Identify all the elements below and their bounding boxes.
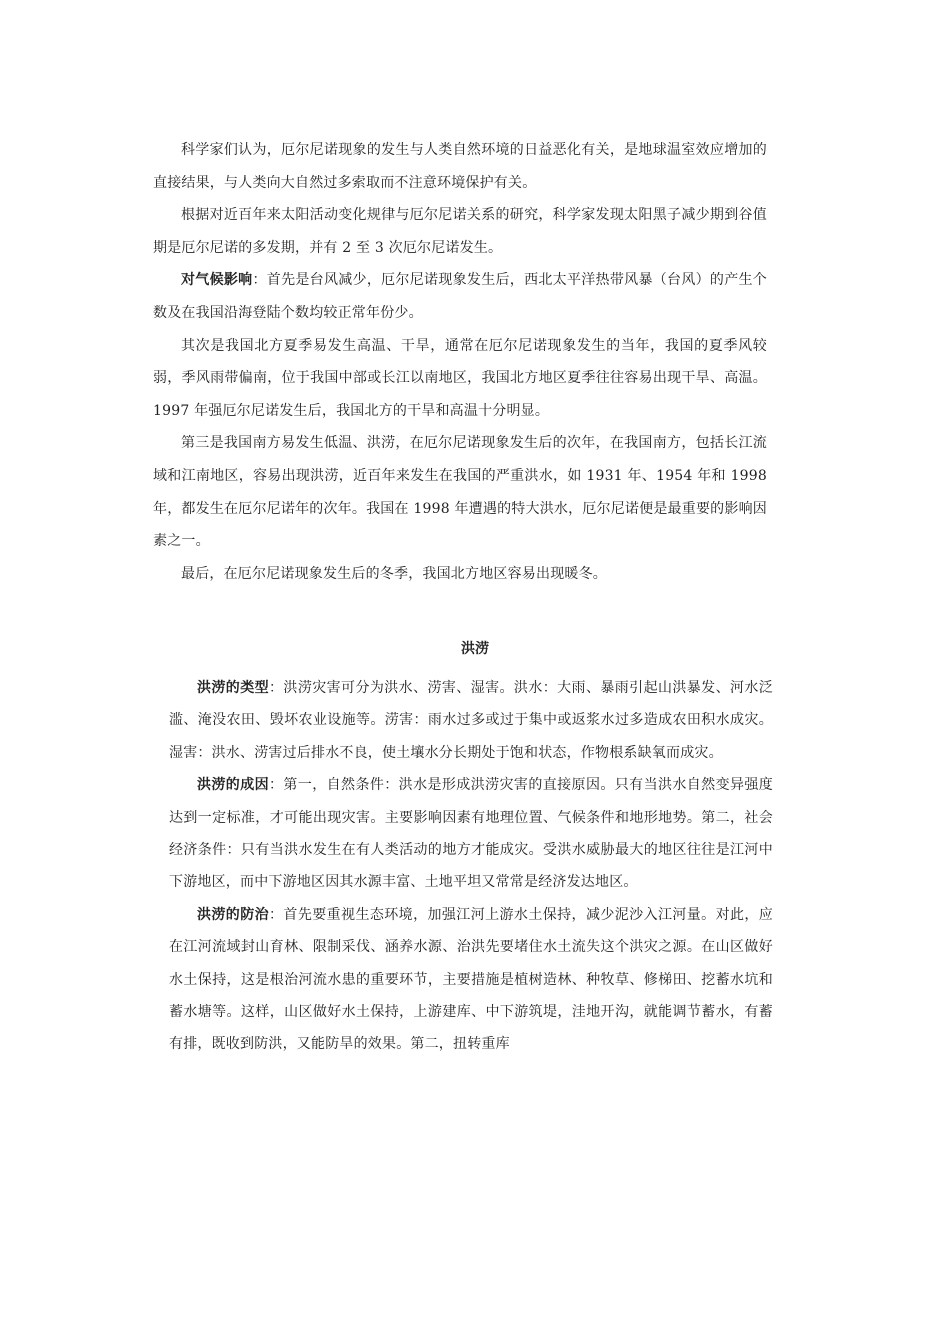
paragraph-2: 根据对近百年来太阳活动变化规律与厄尔尼诺关系的研究，科学家发现太阳黑子减少期到谷值期是厄尔尼诺的多发期，并有 2 至 3 次厄尔尼诺发生。: [153, 207, 767, 256]
flood-types-label: 洪涝的类型: [197, 680, 270, 696]
paragraph-3: [153, 264, 767, 329]
flood-causes-paragraph: [169, 769, 773, 899]
section-el-nino: [153, 134, 767, 590]
paragraph-4: 其次是我国北方夏季易发生高温、干旱，通常在厄尔尼诺现象发生的当年，我国的夏季风较弱，季风雨带偏南，位于我国中部或长江以南地区，我国北方地区夏季往往容易出现干旱、高温。1997 年强厄尔尼诺发生后，我国北方的干旱和高温十分明显。: [153, 337, 767, 419]
flood-prevention-text: ：首先要重视生态环境，加强江河上游水土保持，减少泥沙入江河量。对此，应在江河流域封山育林、限制采伐、涵养水源、治洪先要堵住水土流失这个洪灾之源。在山区做好水土保持，这是根治河流水患的重要环节，主要措施是植树造林、种牧草、修梯田、挖蓄水坑和蓄水塘等。这样，山区做好水土保持，上游建库、中下游筑堤，洼地开沟，就能调节蓄水，有蓄有排，既收到防洪，又能防旱的效果。第二，扭转重库: [169, 906, 774, 1053]
climate-impact-label: 对气候影响: [181, 272, 253, 289]
flood-prevention-label: 洪涝的防治: [197, 906, 270, 923]
flood-causes-text: ：第一，自然条件：洪水是形成洪涝灾害的直接原因。只有当洪水自然变异强度达到一定标准，才可能出现灾害。主要影响因素有地理位置、气候条件和地形地势。第二，社会经济条件：只有当洪水发生在有人类活动的地方才能成灾。受洪水威胁最大的地区往往是江河中下游地区，而中下游地区因其水源丰富、土地平坦又常常是经济发达地区。: [169, 777, 774, 891]
flood-types-paragraph: [169, 672, 773, 769]
flood-types-text: ：洪涝灾害可分为洪水、涝害、湿害。洪水：大雨、暴雨引起山洪暴发、河水泛滥、淹没农田、毁坏农业设施等。涝害：雨水过多或过于集中或返浆水过多造成农田积水成灾。湿害：洪水、涝害过后排水不良，使土壤水分长期处于饱和状态，作物根系缺氧而成灾。: [169, 680, 774, 761]
flood-causes-label: 洪涝的成因: [197, 777, 270, 794]
paragraph-1: 科学家们认为，厄尔尼诺现象的发生与人类自然环境的日益恶化有关，是地球温室效应增加的直接结果，与人类向大自然过多索取而不注意环境保护有关。: [153, 142, 767, 191]
section-flood: [169, 672, 773, 1061]
paragraph-3-text: ：首先是台风减少，厄尔尼诺现象发生后，西北太平洋热带风暴（台风）的产生个数及在我国沿海登陆个数均较正常年份少。: [153, 272, 768, 321]
flood-prevention-paragraph: [169, 899, 773, 1061]
section-title-flood: 洪涝: [461, 641, 489, 657]
paragraph-5: 第三是我国南方易发生低温、洪涝，在厄尔尼诺现象发生后的次年，在我国南方，包括长江流域和江南地区，容易出现洪涝，近百年来发生在我国的严重洪水，如 1931 年、1954 年和 1998 年，都发生在厄尔尼诺年的次年。我国在 1998 年遭遇的特大洪水，厄尔尼诺便是最重要的影响因素之一。: [153, 435, 767, 550]
paragraph-6: 最后，在厄尔尼诺现象发生后的冬季，我国北方地区容易出现暖冬。: [181, 565, 607, 582]
